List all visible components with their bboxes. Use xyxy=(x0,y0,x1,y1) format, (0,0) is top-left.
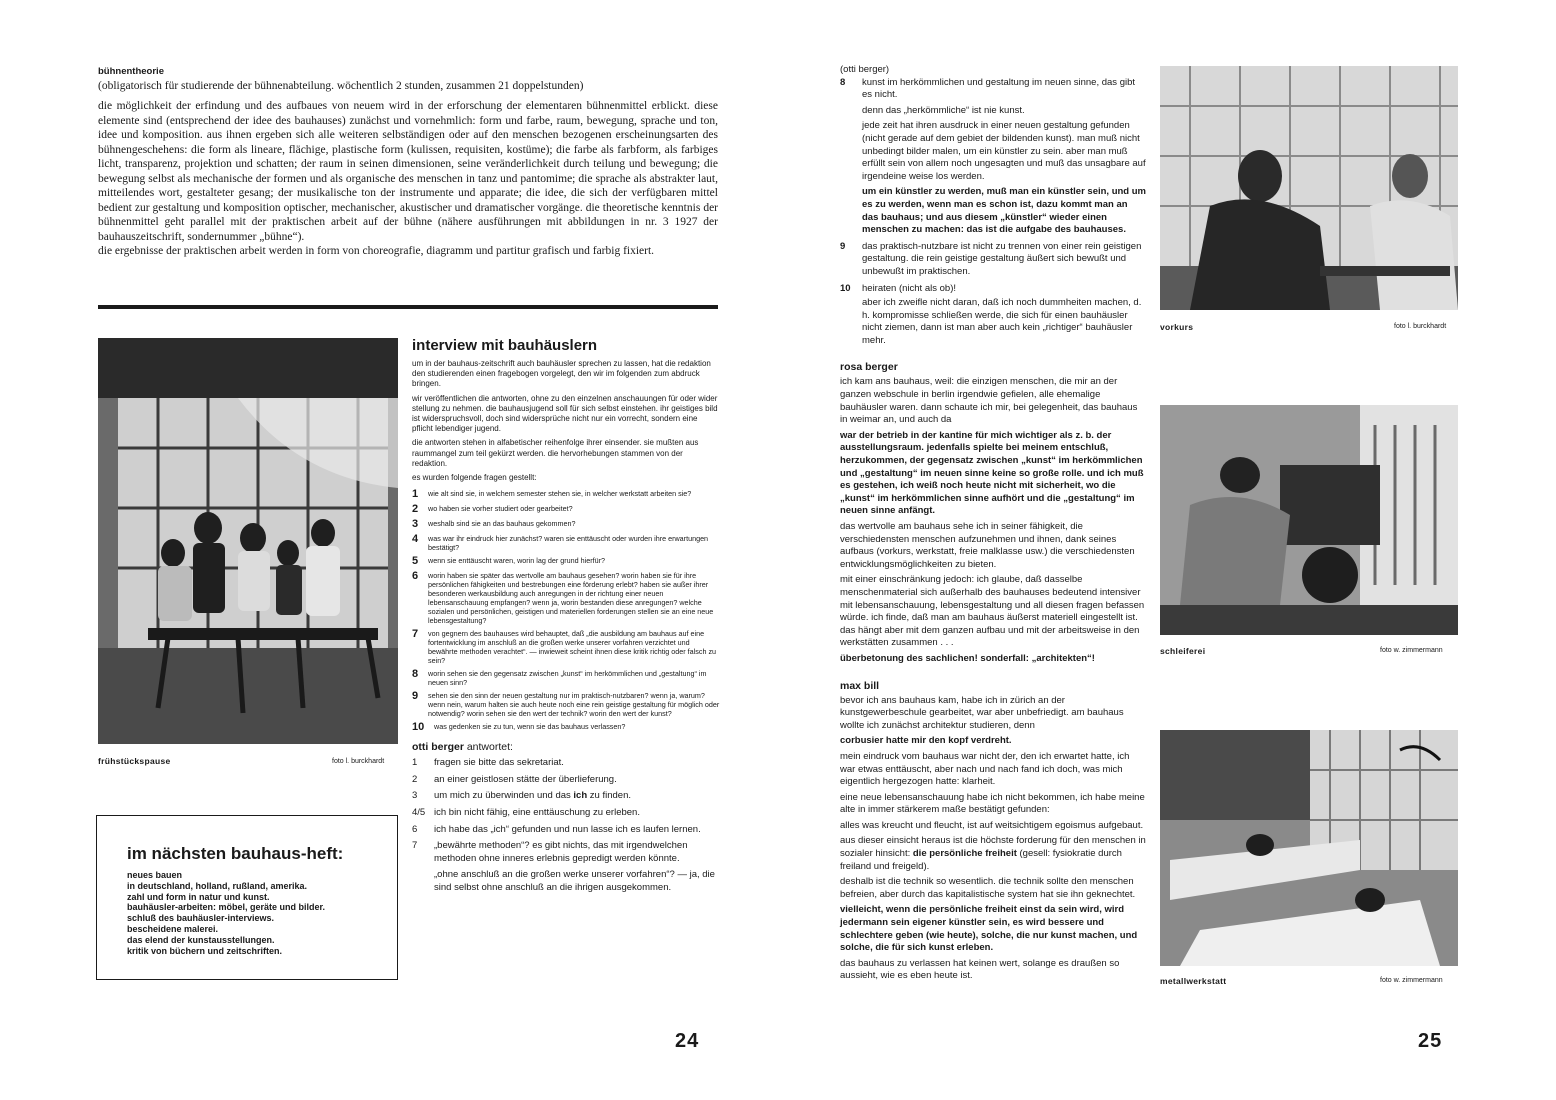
caption-fruehstueckspause: frühstückspause xyxy=(98,756,171,766)
answer-item: 1 fragen sie bitte das sekretariat. xyxy=(412,757,564,769)
question-item: 5 wenn sie enttäuscht waren, worin lag der grund hierfür? xyxy=(412,555,605,568)
interview-intro-2: wir veröffentlichen die antworten, ohne zu den einzelnen anschauungen für oder wider stellung zu nehmen. die bauhausjugend soll für sich selbst einstehen. ihr geistiges bild ist widerspruchsvoll, doch sind widersprüche nicht nur ein vorrecht, sondern eine pflicht lebendiger jugend. xyxy=(412,393,718,434)
answer-8-p2: jede zeit hat ihren ausdruck in einer neuen gestaltung gefunden (nicht gerade auf dem gebiet der bildenden kunst). man muß nicht unbedingt bilder malen, um ein künstler zu sein. aber man muß erfüllt sein von allem noch ungesagten und muß das unsagbare auf irgendeine weise los werden. xyxy=(862,120,1146,182)
next-issue-title: im nächsten bauhaus-heft: xyxy=(127,844,344,863)
answer-item: 3 um mich zu überwinden und das ich zu finden. xyxy=(412,790,631,802)
answer-item: 2 an einer geistlosen stätte der überlieferung. xyxy=(412,773,617,785)
max-p1: bevor ich ans bauhaus kam, habe ich in zürich an der kunstgewerbeschule gearbeitet, war aber unbefriedigt. am bauhaus wollte ich zunächst architektur studieren, denn xyxy=(840,694,1124,731)
caption-metallwerkstatt: metallwerkstatt xyxy=(1160,976,1227,986)
interview-column xyxy=(412,337,720,895)
section-divider xyxy=(98,305,718,309)
answer-8: 8 kunst im herkömmlichen und gestaltung im neuen sinne, das gibt es nicht. xyxy=(840,76,1136,101)
rosa-p2: das wertvolle am bauhaus sehe ich in seiner fähigkeit, die verschiedensten menschen aufzunehmen und ihnen, dank seines aufbaus (vorkurs, werkstatt, freie malklasse usw.) die verschiedensten entwicklungsmöglichkeiten zu bieten. xyxy=(840,521,1135,570)
question-item: 10 was gedenken sie zu tun, wenn sie das bauhaus verlassen? xyxy=(412,721,626,734)
answer-8-p1: denn das „herkömmliche“ ist nie kunst. xyxy=(862,104,1025,116)
next-issue-item: in deutschland, holland, rußland, amerika. xyxy=(127,880,308,891)
credit-vorkurs: foto l. burckhardt xyxy=(1394,323,1447,330)
answer-7-continued: „ohne anschluß an die großen werke unserer vorfahren“? — ja, die sind selbst ohne anschluß an die ihrigen ausgekommen. xyxy=(434,869,715,893)
question-item: 4 was war ihr eindruck hier zunächst? waren sie enttäuscht oder wurden ihre erwartungen bestätigt? xyxy=(412,533,709,553)
credit-schleiferei: foto w. zimmermann xyxy=(1380,647,1443,654)
max-p4: alles was kreucht und fleucht, ist auf weitsichtigem egoismus aufgebaut. xyxy=(840,819,1144,831)
section-body: die möglichkeit der erfindung und des aufbaues von neuem wird in der erforschung der elementaren bühnenmittel erblickt. diese elemente sind (entsprechend der idee des bauhauses) zunächst und vornehmlich: form und farbe, raum, bewegung, sprache und ton, idee und komposition. aus ihnen ergeben sich alle weiteren selbständigen oder auf den menschen bezogenen erscheinungsarten des bühnengeschehens: die form als lineare, flächige, plastische form (kulissen, requisiten, kostüme); die farbe als farbform, als farbiges licht, transparenz, projektion und schatten; der raum in seinen dimensionen, seine veränderlichkeit durch teilung und bewegung; die bewegung selbst als mechanische der formen und als organische des menschen in tanz und pantomime; die sprache als abstrakter laut, mitteilendes wort, gestalteter gesang; der musikalische ton der instrumente und apparate; die idee, die sich der verfügbaren mittel bedient zur gestaltung und komposition optischer, mechanischer, akustischer und dramatischer vorgänge. die theoretische kenntnis der bühnenmittel geht parallel mit der praktischen arbeit auf der bühne (nähere ausführungen mit abbildungen in nr. 3 1927 der bauhauszeitschrift, sondernummer „bühne“). xyxy=(98,100,718,243)
question-item: 7 von gegnern des bauhauses wird behauptet, daß „die ausbildung am bauhaus auf eine fortentwicklung im anschluß an die großen werke unserer vorfahren verzichtet und bewährte methoden verachtet“. — inwieweit scheint ihnen diese kritik richtig oder falsch zu sein? xyxy=(412,628,717,666)
interview-intro-3: die antworten stehen in alfabetischer reihenfolge ihrer einsender. sie mußten aus raummangel zum teil gekürzt werden. die hervorhebungen stammen von der redaktion. xyxy=(412,438,699,468)
question-item: 2 wo haben sie vorher studiert oder gearbeitet? xyxy=(412,503,573,516)
section-subtitle: (obligatorisch für studierende der bühnenabteilung. wöchentlich 2 stunden, zusammen 21 doppelstunden) xyxy=(98,79,584,92)
photo-metallwerkstatt xyxy=(1160,730,1458,966)
otti-answers xyxy=(412,757,720,894)
rosa-p3: mit einer einschränkung jedoch: ich glaube, daß dasselbe menschenmaterial sich außerhalb des bauhauses bedeutend intensiver mit lebensanschauung, lebensgestaltung und all diesen fragen befassen würde. ich finde, daß man am bauhaus äußerst materiell eingestellt ist. das hängt aber mit dem ganzen aufbau und mit der arbeitsweise in den werkstätten zusammen . . . xyxy=(840,574,1145,649)
rosa-name: rosa berger xyxy=(840,361,898,374)
caption-schleiferei: schleiferei xyxy=(1160,646,1206,656)
caption-vorkurs: vorkurs xyxy=(1160,322,1194,332)
answer-8-body xyxy=(840,105,1146,237)
max-bold-2: vielleicht, wenn die persönliche freiheit einst da sein wird, wird jedermann sein eigener künstler sein, es wird bessere und schlechtere geben (wie heute), solche, die nur kunst machen, und solche, die für sich kunst erleben. xyxy=(840,904,1138,954)
photo-schleiferei xyxy=(1160,405,1458,635)
question-item: 8 worin sehen sie den gegensatz zwischen „kunst“ im herkömmlichen und „gestaltung“ im neuen sinn? xyxy=(412,668,707,688)
answer-item: 7 „bewährte methoden“? es gibt nichts, das mit irgendwelchen methoden ohne inneres erlebnis gepredigt werden könnte. xyxy=(412,840,688,864)
buehnentheorie-section xyxy=(98,66,718,259)
rosa-bold-2: überbetonung des sachlichen! sonderfall: „architekten“! xyxy=(840,652,1095,664)
answer-10: 10 heiraten (nicht als ob)! xyxy=(840,282,956,294)
otti-header: (otti berger) xyxy=(840,64,890,75)
max-p2: mein eindruck vom bauhaus war nicht der, den ich erwartet hatte, ich war etwas enttäuscht, aber nach und nach fand ich doch, was mich eigentlich hergezogen hatte: klarheit. xyxy=(840,750,1130,788)
max-name: max bill xyxy=(840,679,880,692)
page-number-right: 25 xyxy=(1418,1030,1443,1052)
question-list xyxy=(412,489,720,733)
answer-10-continued: aber ich zweifle nicht daran, daß ich noch dummheiten machen, d. h. kompromisse schließen werde, die sich für einen bauhäusler nicht ziemen, dann ist man aber auch kein „richtiger“ bauhäusler mehr. xyxy=(862,297,1142,346)
rosa-bold: war der betrieb in der kantine für mich wichtiger als z. b. der ausstellungsraum. jedenfalls spielte bei meinem entschluß, herzukommen, der gegensatz zwischen „kunst“ im herkömmlichen und „gestaltung“ im neuen sinne keine so große rolle. und ich muß es gestehen, ich weiß noch heute nicht mit sicherheit, wo die „kunst“ im herkömmlichen sinne aufhört und die „gestaltung“ im neuen sinne anfängt. xyxy=(840,429,1144,517)
next-issue-box xyxy=(96,815,398,980)
next-issue-item: neues bauen xyxy=(127,870,183,880)
question-item: 6 worin haben sie später das wertvolle am bauhaus gesehen? worin haben sie für ihre persönlichen fähigkeiten und bestrebungen eine förderung erlebt? haben sie außer ihrer besonderen werkausbildung auch anregungen in der richtung einer neuen lebensanschauung empfangen? wenn ja, worin bestanden diese anregungen? welche sozialen und persönlichen, geistigen und materiellen forderungen stellen sie an eine neue lebensgestaltung? xyxy=(412,570,714,626)
interview-intro-1: um in der bauhaus-zeitschrift auch bauhäusler sprechen zu lassen, hat die redaktion den studierenden einen fragebogen vorgelegt, den wir im folgenden zum abdruck bringen. xyxy=(412,359,711,389)
next-issue-item: bescheidene malerei. xyxy=(127,923,219,934)
max-p7: das bauhaus zu verlassen hat keinen wert, solange es draußen so aussieht, wie es eben heute ist. xyxy=(840,957,1120,982)
question-item: 9 sehen sie den sinn der neuen gestaltung nur im praktisch-nutzbaren? wenn ja, warum? wenn nein, warum halten sie auch heute noch eine rein geistige gestaltung für möglich oder notwendig? worin sehen sie den wert der technik? worin den wert der kunst? xyxy=(412,690,720,719)
credit-fruehstueckspause: foto l. burckhardt xyxy=(332,758,385,765)
next-issue-item: schluß des bauhäusler-interviews. xyxy=(127,913,275,924)
answer-9: 9 das praktisch-nutzbare ist nicht zu trennen von einer rein geistigen gestaltung. die rein geistige gestaltung äußert sich bewußt und unbewußt im praktischen. xyxy=(840,240,1142,277)
max-p6: deshalb ist die technik so wesentlich. die technik sollte den menschen befreien, aber durch das kapitalistische system hat sie ihn geknechtet. xyxy=(840,876,1136,900)
section-body-2: die ergebnisse der praktischen arbeit werden in form von choreografie, diagramm und partitur grafisch und farbig fixiert. xyxy=(98,245,655,258)
max-p5: aus dieser einsicht heraus ist die höchste forderung für den menschen in sozialer hinsicht: die persönliche freiheit (gesell: fysiokratie durch freiland und freigeld). xyxy=(840,835,1146,872)
next-issue-list xyxy=(127,870,397,956)
next-issue-item: bauhäusler-arbeiten: möbel, geräte und bilder. xyxy=(127,902,326,913)
answer-item: 6 ich habe das „ich“ gefunden und nun lasse ich es laufen lernen. xyxy=(412,823,701,835)
page-number-left: 24 xyxy=(675,1030,700,1052)
next-issue-item: das elend der kunstausstellungen. xyxy=(127,934,275,945)
interview-title: interview mit bauhäuslern xyxy=(412,337,598,354)
rosa-p1: ich kam ans bauhaus, weil: die einzigen menschen, die mir an der ganzen webschule in berlin irgendwie gefielen, alle ehemalige bauhäusler waren. dann schaute ich mir, bei gelegenheit, das bauhaus in weimar an, und auch da xyxy=(840,376,1138,426)
next-issue-item: zahl und form in natur und kunst. xyxy=(127,891,270,902)
photo-fruehstueckspause xyxy=(98,338,398,744)
question-item: 1 wie alt sind sie, in welchem semester stehen sie, in welcher werkstatt arbeiten sie? xyxy=(412,488,692,501)
answer-8-bold: um ein künstler zu werden, muß man ein künstler sein, und um es zu werden, wenn man es schon ist, dazu kommt man an das bauhaus; und aus diesem „künstler“ wieder einen menschen zu machen: das ist die aufgabe des bauhauses. xyxy=(862,186,1146,236)
max-p3: eine neue lebensanschauung habe ich nicht bekommen, ich habe meine alte in immer stärkerem maße bestätigt gefunden: xyxy=(840,791,1145,816)
question-item: 3 weshalb sind sie an das bauhaus gekommen? xyxy=(412,518,576,531)
otti-heading: otti berger antwortet: xyxy=(412,741,513,754)
credit-metallwerkstatt: foto w. zimmermann xyxy=(1380,977,1443,984)
next-issue-item: kritik von büchern und zeitschriften. xyxy=(127,945,283,956)
interview-intro-4: es wurden folgende fragen gestellt: xyxy=(412,473,537,483)
answer-item: 4/5 ich bin nicht fähig, eine enttäuschung zu erleben. xyxy=(412,807,640,819)
section-title: bühnentheorie xyxy=(98,66,164,77)
photo-vorkurs xyxy=(1160,66,1458,310)
right-text-column xyxy=(840,64,1146,983)
max-bold-1: corbusier hatte mir den kopf verdreht. xyxy=(840,735,1012,747)
